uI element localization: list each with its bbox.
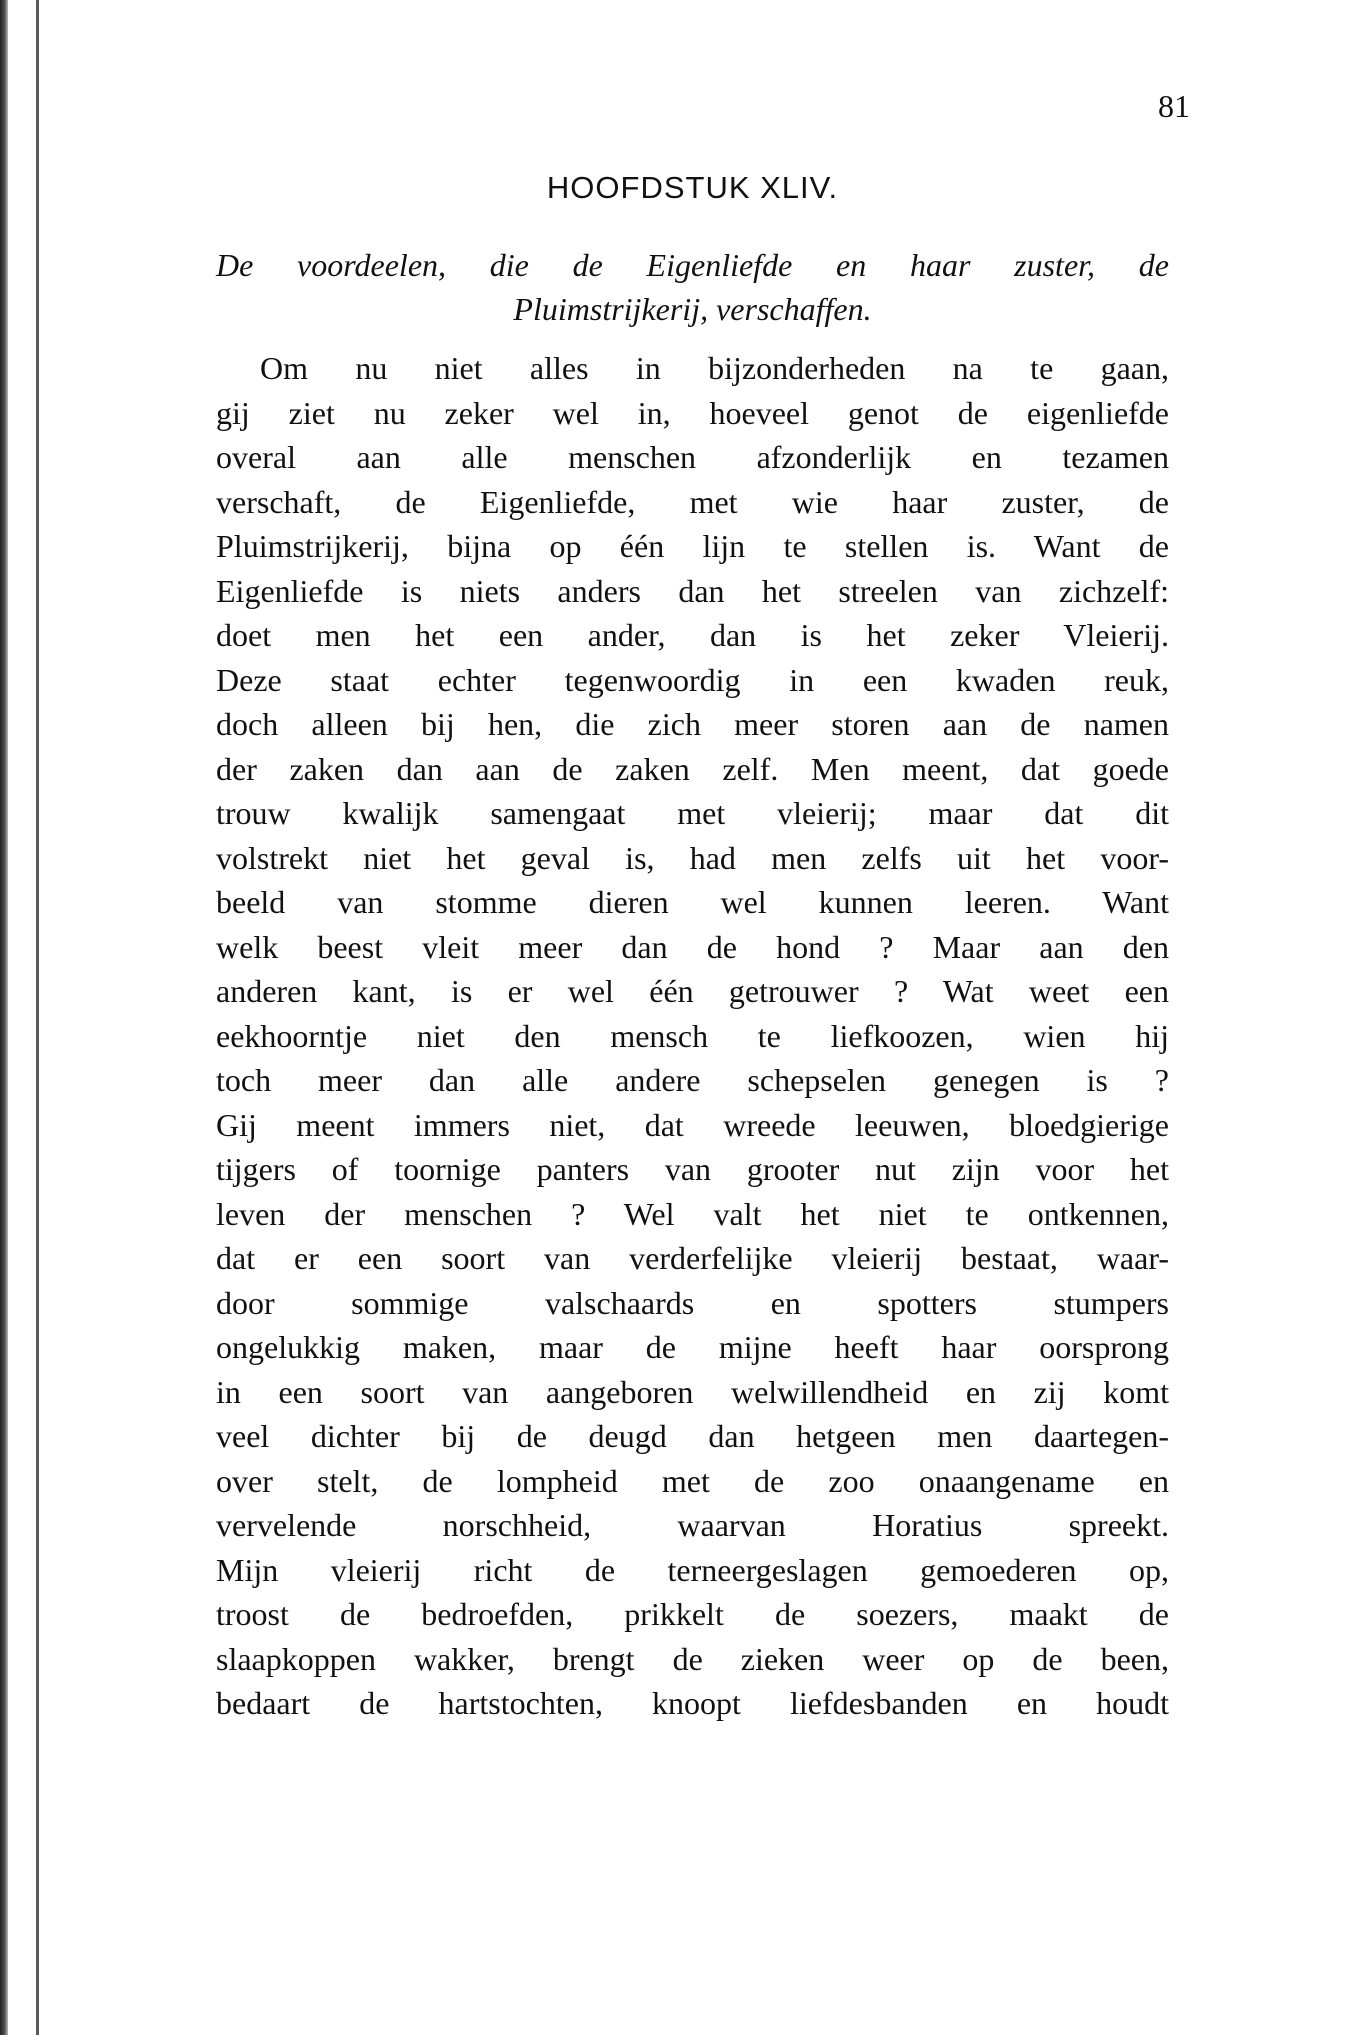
book-spine-shadow [0,0,8,2035]
text-line: over stelt, de lompheid met de zoo onaangename en [216,1462,1169,1499]
text-line: tijgers of toornige panters van grooter nut zijn voor het [216,1151,1169,1187]
text-line: volstrekt niet het geval is, had men zelfs uit het voor- [216,839,1169,876]
text-line: in een soort van aangeboren welwillendheid en zij komt [216,1373,1169,1410]
chapter-title: HOOFDSTUK XLIV. [546,170,839,205]
text-line: vervelende norschheid, waarvan Horatius spreekt. [216,1507,1169,1543]
text-line: door sommige valschaards en spotters stumpers [216,1284,1169,1321]
subtitle-line: De voordeelen, die de Eigenliefde en haar zuster, de [216,247,1169,283]
text-line: Mijn vleierij richt de terneergeslagen gemoederen op, [216,1551,1169,1588]
text-line: troost de bedroefden, prikkelt de soezers, maakt de [216,1596,1169,1632]
text-line: leven der menschen ? Wel valt het niet te ontkennen, [216,1195,1169,1232]
text-line: beeld van stomme dieren wel kunnen leeren. Want [216,884,1169,920]
text-line: bedaart de hartstochten, knoopt liefdesbanden en houdt [216,1685,1169,1721]
text-line: der zaken dan aan de zaken zelf. Men meent, dat goede [216,750,1169,787]
text-line: overal aan alle menschen afzonderlijk en tezamen [216,439,1169,475]
text-line: ongelukkig maken, maar de mijne heeft haar oorsprong [216,1329,1169,1365]
text-line: slaapkoppen wakker, brengt de zieken weer op de been, [216,1640,1169,1677]
body-text [216,346,1169,1726]
text-line: Eigenliefde is niets anders dan het streelen van zichzelf: [216,572,1169,609]
text-line: dat er een soort van verderfelijke vleierij bestaat, waar- [216,1240,1169,1276]
text-line: Pluimstrijkerij, bijna op één lijn te stellen is. Want de [216,528,1169,564]
chapter-subtitle [216,243,1169,331]
text-line: doch alleen bij hen, die zich meer storen aan de namen [216,706,1169,742]
text-line: anderen kant, is er wel één getrouwer ? Wat weet een [216,973,1169,1009]
text-line: veel dichter bij de deugd dan hetgeen men daartegen- [216,1418,1169,1454]
text-line: Om nu niet alles in bijzonderheden na te gaan, [260,350,1169,386]
text-line: Gij meent immers niet, dat wreede leeuwen, bloedgierige [216,1106,1169,1143]
subtitle-line: Pluimstrijkerij, verschaffen. [513,291,872,327]
page-edge-line [36,0,39,2035]
page-number: 81 [1158,88,1190,124]
text-line: Deze staat echter tegenwoordig in een kwaden reuk, [216,661,1169,698]
text-line: doet men het een ander, dan is het zeker Vleierij. [216,617,1169,653]
text-line: verschaft, de Eigenliefde, met wie haar zuster, de [216,483,1169,520]
text-line: toch meer dan alle andere schepselen genegen is ? [216,1062,1169,1098]
text-line: gij ziet nu zeker wel in, hoeveel genot de eigenliefde [216,394,1169,431]
text-line: eekhoorntje niet den mensch te liefkoozen, wien hij [216,1017,1169,1054]
text-line: welk beest vleit meer dan de hond ? Maar aan den [216,928,1169,965]
text-line: trouw kwalijk samengaat met vleierij; maar dat dit [216,795,1169,831]
